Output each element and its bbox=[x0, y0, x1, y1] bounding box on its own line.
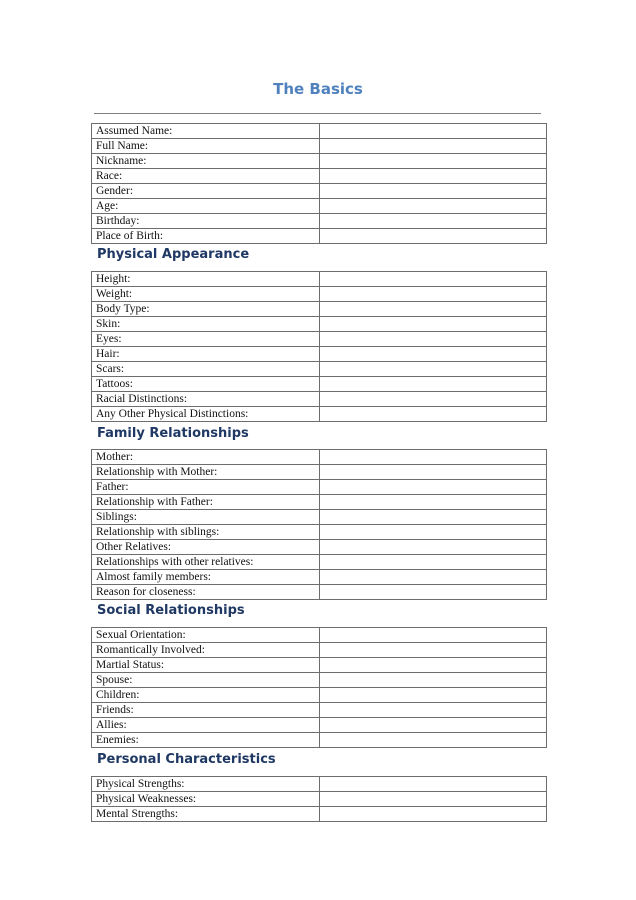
form-row bbox=[92, 540, 547, 555]
field-label: Place of Birth: bbox=[92, 229, 320, 244]
field-value-cell[interactable] bbox=[320, 347, 547, 362]
field-value-cell[interactable] bbox=[320, 154, 547, 169]
personal-characteristics-table bbox=[91, 776, 547, 822]
field-value-cell[interactable] bbox=[320, 377, 547, 392]
field-label: Relationship with Mother: bbox=[92, 465, 320, 480]
field-label: Other Relatives: bbox=[92, 540, 320, 555]
field-value-cell[interactable] bbox=[320, 199, 547, 214]
field-label: Reason for closeness: bbox=[92, 585, 320, 600]
form-row bbox=[92, 287, 547, 302]
field-label: Tattoos: bbox=[92, 377, 320, 392]
form-row bbox=[92, 317, 547, 332]
field-label: Age: bbox=[92, 199, 320, 214]
field-value-cell[interactable] bbox=[320, 450, 547, 465]
section-heading-family-relationships: Family Relationships bbox=[97, 426, 249, 441]
field-label: Siblings: bbox=[92, 510, 320, 525]
field-label: Nickname: bbox=[92, 154, 320, 169]
form-row bbox=[92, 124, 547, 139]
form-row bbox=[92, 229, 547, 244]
form-row bbox=[92, 332, 547, 347]
field-label: Race: bbox=[92, 169, 320, 184]
form-row bbox=[92, 377, 547, 392]
form-row bbox=[92, 272, 547, 287]
field-label: Friends: bbox=[92, 703, 320, 718]
field-label: Allies: bbox=[92, 718, 320, 733]
field-value-cell[interactable] bbox=[320, 169, 547, 184]
form-row bbox=[92, 139, 547, 154]
basics-table bbox=[91, 123, 547, 244]
field-value-cell[interactable] bbox=[320, 658, 547, 673]
field-label: Relationship with siblings: bbox=[92, 525, 320, 540]
field-label: Physical Strengths: bbox=[92, 777, 320, 792]
field-label: Birthday: bbox=[92, 214, 320, 229]
form-row bbox=[92, 658, 547, 673]
form-row bbox=[92, 495, 547, 510]
field-label: Height: bbox=[92, 272, 320, 287]
field-value-cell[interactable] bbox=[320, 139, 547, 154]
field-value-cell[interactable] bbox=[320, 480, 547, 495]
field-value-cell[interactable] bbox=[320, 777, 547, 792]
form-row bbox=[92, 362, 547, 377]
title-underline bbox=[94, 113, 541, 114]
field-label: Racial Distinctions: bbox=[92, 392, 320, 407]
field-value-cell[interactable] bbox=[320, 525, 547, 540]
field-label: Weight: bbox=[92, 287, 320, 302]
field-label: Children: bbox=[92, 688, 320, 703]
field-value-cell[interactable] bbox=[320, 362, 547, 377]
form-row bbox=[92, 792, 547, 807]
section-heading-personal-characteristics: Personal Characteristics bbox=[97, 752, 276, 767]
form-row bbox=[92, 392, 547, 407]
field-value-cell[interactable] bbox=[320, 673, 547, 688]
field-label: Any Other Physical Distinctions: bbox=[92, 407, 320, 422]
form-row bbox=[92, 703, 547, 718]
field-label: Scars: bbox=[92, 362, 320, 377]
field-value-cell[interactable] bbox=[320, 510, 547, 525]
section-heading-physical-appearance: Physical Appearance bbox=[97, 247, 250, 262]
form-row bbox=[92, 450, 547, 465]
field-value-cell[interactable] bbox=[320, 570, 547, 585]
form-row bbox=[92, 555, 547, 570]
field-value-cell[interactable] bbox=[320, 317, 547, 332]
field-label: Father: bbox=[92, 480, 320, 495]
field-label: Body Type: bbox=[92, 302, 320, 317]
physical-appearance-table bbox=[91, 271, 547, 422]
form-row bbox=[92, 510, 547, 525]
form-row bbox=[92, 733, 547, 748]
field-value-cell[interactable] bbox=[320, 718, 547, 733]
form-row bbox=[92, 688, 547, 703]
field-label: Relationship with Father: bbox=[92, 495, 320, 510]
field-value-cell[interactable] bbox=[320, 643, 547, 658]
field-label: Relationships with other relatives: bbox=[92, 555, 320, 570]
form-row bbox=[92, 777, 547, 792]
field-label: Romantically Involved: bbox=[92, 643, 320, 658]
field-value-cell[interactable] bbox=[320, 555, 547, 570]
field-value-cell[interactable] bbox=[320, 807, 547, 822]
form-row bbox=[92, 465, 547, 480]
field-label: Almost family members: bbox=[92, 570, 320, 585]
field-value-cell[interactable] bbox=[320, 703, 547, 718]
form-row bbox=[92, 628, 547, 643]
field-label: Skin: bbox=[92, 317, 320, 332]
social-relationships-table bbox=[91, 627, 547, 748]
field-value-cell[interactable] bbox=[320, 688, 547, 703]
field-label: Martial Status: bbox=[92, 658, 320, 673]
form-row bbox=[92, 525, 547, 540]
field-label: Assumed Name: bbox=[92, 124, 320, 139]
field-value-cell[interactable] bbox=[320, 628, 547, 643]
field-value-cell[interactable] bbox=[320, 287, 547, 302]
page-title: The Basics bbox=[273, 80, 363, 98]
field-label: Full Name: bbox=[92, 139, 320, 154]
field-value-cell[interactable] bbox=[320, 302, 547, 317]
field-label: Gender: bbox=[92, 184, 320, 199]
form-row bbox=[92, 480, 547, 495]
field-value-cell[interactable] bbox=[320, 465, 547, 480]
form-row bbox=[92, 347, 547, 362]
field-value-cell[interactable] bbox=[320, 733, 547, 748]
field-label: Mental Strengths: bbox=[92, 807, 320, 822]
field-value-cell[interactable] bbox=[320, 124, 547, 139]
form-row bbox=[92, 199, 547, 214]
form-row bbox=[92, 673, 547, 688]
section-heading-social-relationships: Social Relationships bbox=[97, 603, 245, 618]
field-value-cell[interactable] bbox=[320, 792, 547, 807]
form-row bbox=[92, 407, 547, 422]
field-value-cell[interactable] bbox=[320, 332, 547, 347]
field-value-cell[interactable] bbox=[320, 407, 547, 422]
form-row bbox=[92, 643, 547, 658]
field-value-cell[interactable] bbox=[320, 392, 547, 407]
form-row bbox=[92, 169, 547, 184]
field-value-cell[interactable] bbox=[320, 214, 547, 229]
field-label: Hair: bbox=[92, 347, 320, 362]
form-row bbox=[92, 718, 547, 733]
form-row bbox=[92, 302, 547, 317]
field-label: Enemies: bbox=[92, 733, 320, 748]
family-relationships-table bbox=[91, 449, 547, 600]
field-label: Sexual Orientation: bbox=[92, 628, 320, 643]
field-label: Physical Weaknesses: bbox=[92, 792, 320, 807]
form-row bbox=[92, 184, 547, 199]
field-value-cell[interactable] bbox=[320, 229, 547, 244]
field-label: Mother: bbox=[92, 450, 320, 465]
field-value-cell[interactable] bbox=[320, 272, 547, 287]
form-row bbox=[92, 585, 547, 600]
field-value-cell[interactable] bbox=[320, 540, 547, 555]
field-value-cell[interactable] bbox=[320, 585, 547, 600]
form-row bbox=[92, 807, 547, 822]
field-value-cell[interactable] bbox=[320, 184, 547, 199]
form-row bbox=[92, 154, 547, 169]
form-row bbox=[92, 570, 547, 585]
field-value-cell[interactable] bbox=[320, 495, 547, 510]
field-label: Spouse: bbox=[92, 673, 320, 688]
form-row bbox=[92, 214, 547, 229]
field-label: Eyes: bbox=[92, 332, 320, 347]
